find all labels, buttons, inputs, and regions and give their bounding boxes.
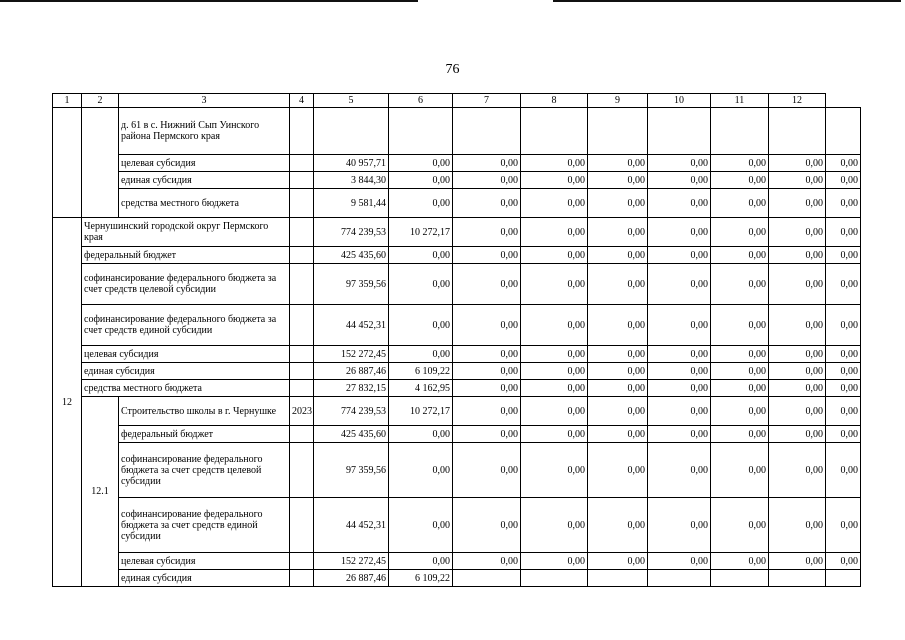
amount-year: 0,00 [453,172,521,189]
amount-year: 0,00 [826,498,861,553]
amount-year: 0,00 [826,426,861,443]
amount-year: 0,00 [521,346,588,363]
amount-total: 9 581,44 [314,189,389,218]
amount-year: 0,00 [648,218,711,247]
year-cell [290,498,314,553]
amount-year: 6 109,22 [389,570,453,587]
amount-year: 0,00 [453,498,521,553]
amount-year: 0,00 [648,155,711,172]
amount-year: 0,00 [389,346,453,363]
year-cell [290,305,314,346]
amount-year: 0,00 [389,553,453,570]
amount-year: 0,00 [521,443,588,498]
amount-year: 0,00 [588,380,648,397]
amount-year: 0,00 [648,380,711,397]
amount-total: 40 957,71 [314,155,389,172]
table-row [53,305,861,346]
row-name: целевая субсидия [82,346,290,363]
amount-year: 0,00 [648,426,711,443]
amount-year: 0,00 [711,363,769,380]
amount-year [769,108,826,155]
amount-year [648,570,711,587]
year-cell [290,172,314,189]
column-header: 12 [769,94,826,108]
table-row [53,380,861,397]
table-row [53,443,861,498]
amount-year: 0,00 [389,247,453,264]
column-header: 10 [648,94,711,108]
table-row [53,346,861,363]
table-row [53,218,861,247]
column-header: 6 [389,94,453,108]
amount-year: 0,00 [826,218,861,247]
amount-year: 0,00 [711,172,769,189]
amount-year [826,570,861,587]
amount-year: 0,00 [711,380,769,397]
amount-year: 0,00 [769,498,826,553]
row-number [53,108,82,218]
year-cell [290,443,314,498]
sub-row-number: 12.1 [82,397,119,587]
amount-year: 0,00 [521,553,588,570]
amount-year: 0,00 [769,346,826,363]
table-row [53,397,861,426]
amount-year: 0,00 [453,363,521,380]
amount-year: 0,00 [711,264,769,305]
amount-year: 0,00 [648,189,711,218]
amount-year: 0,00 [389,172,453,189]
amount-year: 0,00 [648,346,711,363]
amount-year: 0,00 [588,189,648,218]
row-name: единая субсидия [82,363,290,380]
amount-year: 0,00 [826,380,861,397]
year-cell [290,346,314,363]
amount-year: 0,00 [521,189,588,218]
amount-total: 425 435,60 [314,247,389,264]
amount-year: 0,00 [769,380,826,397]
amount-year: 0,00 [769,553,826,570]
amount-total: 425 435,60 [314,426,389,443]
amount-year [826,108,861,155]
table-row [53,247,861,264]
amount-year: 10 272,17 [389,218,453,247]
year-cell [290,264,314,305]
amount-year: 0,00 [453,397,521,426]
amount-year: 0,00 [711,305,769,346]
amount-year [521,108,588,155]
column-header: 4 [290,94,314,108]
amount-year: 0,00 [648,247,711,264]
amount-year [711,570,769,587]
amount-year [588,570,648,587]
sub-row-number [82,108,119,218]
amount-total [314,108,389,155]
amount-year: 0,00 [648,443,711,498]
amount-year: 0,00 [826,443,861,498]
table-body [53,94,861,587]
row-number: 12 [53,218,82,587]
table-row [53,108,861,155]
amount-year [711,108,769,155]
table-row [53,363,861,380]
amount-year: 0,00 [453,305,521,346]
amount-year [453,108,521,155]
amount-year: 0,00 [588,218,648,247]
amount-year: 0,00 [769,155,826,172]
page-number: 76 [445,62,460,77]
row-name: Строительство школы в г. Чернушке [119,397,290,426]
row-name: софинансирование федерального бюджета за счет средств единой субсидии [119,498,290,553]
amount-year: 0,00 [826,397,861,426]
amount-year: 0,00 [389,426,453,443]
amount-year: 0,00 [769,189,826,218]
amount-year: 0,00 [826,363,861,380]
amount-year: 0,00 [389,443,453,498]
scan-edge-left [0,0,418,2]
amount-year [389,108,453,155]
column-header: 1 [53,94,82,108]
row-name: софинансирование федерального бюджета за счет средств единой субсидии [82,305,290,346]
column-header: 5 [314,94,389,108]
amount-year: 0,00 [521,155,588,172]
amount-year: 0,00 [769,172,826,189]
amount-year: 0,00 [521,305,588,346]
row-name: средства местного бюджета [82,380,290,397]
amount-year [521,570,588,587]
amount-year: 0,00 [769,426,826,443]
amount-year: 0,00 [389,189,453,218]
amount-year: 0,00 [711,155,769,172]
amount-year: 0,00 [588,443,648,498]
year-cell [290,363,314,380]
amount-year: 0,00 [648,397,711,426]
amount-year: 0,00 [826,155,861,172]
amount-year: 0,00 [453,189,521,218]
amount-year: 0,00 [648,498,711,553]
amount-year: 0,00 [711,189,769,218]
column-header: 11 [711,94,769,108]
amount-year: 0,00 [711,397,769,426]
amount-year: 0,00 [769,305,826,346]
amount-year: 0,00 [588,247,648,264]
amount-year: 0,00 [521,363,588,380]
amount-total: 27 832,15 [314,380,389,397]
amount-total: 774 239,53 [314,397,389,426]
year-cell [290,189,314,218]
row-name: федеральный бюджет [82,247,290,264]
amount-year: 0,00 [588,172,648,189]
year-cell: 2023 [290,397,314,426]
row-name: софинансирование федерального бюджета за счет средств целевой субсидии [82,264,290,305]
amount-total: 26 887,46 [314,570,389,587]
column-header: 7 [453,94,521,108]
amount-year: 0,00 [826,264,861,305]
amount-year: 0,00 [588,305,648,346]
table-row [53,155,861,172]
amount-total: 97 359,56 [314,264,389,305]
amount-year: 0,00 [588,346,648,363]
amount-year: 0,00 [648,553,711,570]
amount-total: 152 272,45 [314,346,389,363]
amount-year [588,108,648,155]
amount-year: 0,00 [521,172,588,189]
scan-edge-right [553,0,901,2]
amount-year: 0,00 [711,218,769,247]
amount-year: 0,00 [711,498,769,553]
row-name: софинансирование федерального бюджета за счет средств целевой субсидии [119,443,290,498]
amount-year: 0,00 [453,553,521,570]
amount-year: 0,00 [769,397,826,426]
amount-year: 0,00 [389,305,453,346]
amount-year: 0,00 [453,264,521,305]
amount-year: 0,00 [588,553,648,570]
amount-year: 0,00 [588,264,648,305]
row-name: единая субсидия [119,570,290,587]
amount-year: 0,00 [711,247,769,264]
budget-table [52,93,861,587]
amount-year: 0,00 [826,553,861,570]
amount-year [648,108,711,155]
amount-total: 152 272,45 [314,553,389,570]
amount-year: 0,00 [588,498,648,553]
year-cell [290,426,314,443]
amount-total: 774 239,53 [314,218,389,247]
header-row [53,94,861,108]
amount-year: 0,00 [453,346,521,363]
amount-year: 10 272,17 [389,397,453,426]
table-row [53,172,861,189]
year-cell [290,380,314,397]
amount-year: 0,00 [389,155,453,172]
amount-year: 0,00 [521,264,588,305]
amount-year: 0,00 [453,380,521,397]
amount-year: 0,00 [826,305,861,346]
table-row [53,189,861,218]
amount-year: 0,00 [521,426,588,443]
amount-year: 4 162,95 [389,380,453,397]
amount-year: 0,00 [453,443,521,498]
table-row [53,570,861,587]
amount-year: 0,00 [711,443,769,498]
amount-year [769,570,826,587]
amount-year [453,570,521,587]
row-name: д. 61 в с. Нижний Сып Уинского района Пермского края [119,108,290,155]
amount-year: 0,00 [521,498,588,553]
amount-year: 0,00 [588,363,648,380]
row-name: целевая субсидия [119,553,290,570]
amount-year: 0,00 [453,247,521,264]
amount-year: 6 109,22 [389,363,453,380]
amount-year: 0,00 [389,498,453,553]
column-header: 8 [521,94,588,108]
amount-year: 0,00 [521,218,588,247]
amount-year: 0,00 [648,264,711,305]
amount-total: 44 452,31 [314,305,389,346]
amount-total: 44 452,31 [314,498,389,553]
amount-year: 0,00 [453,155,521,172]
amount-year: 0,00 [588,426,648,443]
row-name: Чернушинский городской округ Пермского края [82,218,290,247]
amount-year: 0,00 [769,218,826,247]
amount-total: 97 359,56 [314,443,389,498]
amount-year: 0,00 [648,363,711,380]
table-row [53,426,861,443]
table-row [53,498,861,553]
column-header: 2 [82,94,119,108]
table-row [53,264,861,305]
amount-year: 0,00 [521,380,588,397]
amount-year: 0,00 [648,305,711,346]
amount-year: 0,00 [769,264,826,305]
amount-year: 0,00 [826,346,861,363]
amount-year: 0,00 [588,397,648,426]
amount-year: 0,00 [648,172,711,189]
amount-year: 0,00 [711,346,769,363]
year-cell [290,108,314,155]
column-header: 3 [119,94,290,108]
amount-year: 0,00 [769,363,826,380]
row-name: единая субсидия [119,172,290,189]
row-name: средства местного бюджета [119,189,290,218]
amount-total: 26 887,46 [314,363,389,380]
year-cell [290,155,314,172]
year-cell [290,218,314,247]
amount-year: 0,00 [826,189,861,218]
amount-year: 0,00 [389,264,453,305]
amount-total: 3 844,30 [314,172,389,189]
column-header: 9 [588,94,648,108]
amount-year: 0,00 [711,553,769,570]
amount-year: 0,00 [769,443,826,498]
amount-year: 0,00 [453,426,521,443]
row-name: целевая субсидия [119,155,290,172]
year-cell [290,247,314,264]
amount-year: 0,00 [826,172,861,189]
table-row [53,553,861,570]
amount-year: 0,00 [521,397,588,426]
amount-year: 0,00 [769,247,826,264]
amount-year: 0,00 [826,247,861,264]
amount-year: 0,00 [521,247,588,264]
amount-year: 0,00 [588,155,648,172]
year-cell [290,553,314,570]
row-name: федеральный бюджет [119,426,290,443]
amount-year: 0,00 [711,426,769,443]
amount-year: 0,00 [453,218,521,247]
year-cell [290,570,314,587]
